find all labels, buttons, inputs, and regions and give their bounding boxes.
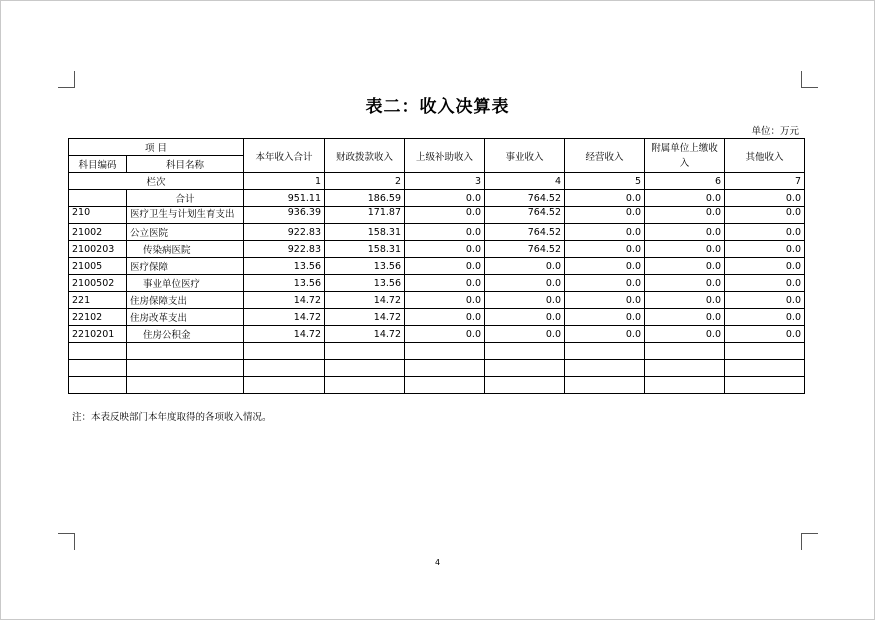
amount-cell: 158.31 — [325, 241, 405, 258]
empty-cell — [325, 377, 405, 394]
amount-cell: 158.31 — [325, 224, 405, 241]
amount-cell: 0.0 — [725, 326, 805, 343]
amount-cell: 936.39 — [244, 207, 325, 224]
amount-cell: 0.0 — [485, 292, 565, 309]
amount-cell: 0.0 — [565, 190, 645, 207]
table-row — [69, 275, 805, 292]
amount-cell: 14.72 — [325, 326, 405, 343]
amount-cell: 13.56 — [244, 258, 325, 275]
table-row — [69, 224, 805, 241]
column-number: 1 — [244, 173, 325, 190]
table-row — [69, 207, 805, 224]
empty-cell — [325, 343, 405, 360]
amount-cell: 14.72 — [325, 292, 405, 309]
amount-cell: 0.0 — [725, 207, 805, 224]
subject-name: 公立医院 — [127, 224, 244, 241]
amount-cell: 0.0 — [725, 275, 805, 292]
amount-cell: 0.0 — [565, 292, 645, 309]
subject-code: 2210201 — [69, 326, 127, 343]
amount-cell: 0.0 — [645, 326, 725, 343]
column-number-row — [69, 173, 805, 190]
header-code: 科目编码 — [69, 156, 127, 173]
header-total: 本年收入合计 — [244, 139, 325, 173]
amount-cell: 922.83 — [244, 224, 325, 241]
empty-cell — [485, 343, 565, 360]
header-item: 项 目 — [69, 139, 244, 156]
subject-code: 2100203 — [69, 241, 127, 258]
header-name: 科目名称 — [127, 156, 244, 173]
crop-mark-top-left — [58, 71, 75, 88]
amount-cell: 0.0 — [565, 326, 645, 343]
empty-cell — [69, 343, 127, 360]
subject-code: 210 — [69, 207, 127, 224]
header-fiscal: 财政拨款收入 — [325, 139, 405, 173]
column-number: 6 — [645, 173, 725, 190]
amount-cell: 764.52 — [485, 224, 565, 241]
empty-row — [69, 360, 805, 377]
document-title: 表二：收入决算表 — [365, 97, 510, 117]
subject-code: 22102 — [69, 309, 127, 326]
table-row — [69, 190, 805, 207]
amount-cell: 0.0 — [645, 309, 725, 326]
amount-cell: 0.0 — [405, 258, 485, 275]
amount-cell: 0.0 — [725, 292, 805, 309]
empty-cell — [325, 360, 405, 377]
table-row — [69, 241, 805, 258]
amount-cell: 0.0 — [645, 224, 725, 241]
amount-cell: 764.52 — [485, 241, 565, 258]
crop-mark-top-right — [801, 71, 818, 88]
unit-label: 单位：万元 — [751, 126, 799, 137]
amount-cell: 14.72 — [325, 309, 405, 326]
amount-cell: 171.87 — [325, 207, 405, 224]
empty-cell — [127, 377, 244, 394]
subject-name: 住房改革支出 — [127, 309, 244, 326]
subject-code: 221 — [69, 292, 127, 309]
amount-cell: 13.56 — [325, 275, 405, 292]
header-superior: 上级补助收入 — [405, 139, 485, 173]
amount-cell: 0.0 — [725, 224, 805, 241]
empty-cell — [244, 343, 325, 360]
empty-cell — [127, 360, 244, 377]
amount-cell: 0.0 — [725, 258, 805, 275]
amount-cell: 0.0 — [565, 224, 645, 241]
column-number: 3 — [405, 173, 485, 190]
amount-cell: 0.0 — [645, 207, 725, 224]
empty-cell — [69, 360, 127, 377]
amount-cell: 0.0 — [725, 309, 805, 326]
amount-cell: 0.0 — [645, 275, 725, 292]
amount-cell: 0.0 — [565, 241, 645, 258]
amount-cell: 14.72 — [244, 326, 325, 343]
subject-name: 传染病医院 — [127, 241, 244, 258]
empty-cell — [565, 377, 645, 394]
amount-cell: 922.83 — [244, 241, 325, 258]
subject-name: 住房公积金 — [127, 326, 244, 343]
amount-cell: 0.0 — [405, 241, 485, 258]
amount-cell: 0.0 — [725, 190, 805, 207]
empty-cell — [725, 343, 805, 360]
amount-cell: 14.72 — [244, 292, 325, 309]
empty-cell — [565, 343, 645, 360]
amount-cell: 0.0 — [565, 309, 645, 326]
header-operating: 经营收入 — [565, 139, 645, 173]
amount-cell: 0.0 — [405, 309, 485, 326]
amount-cell: 0.0 — [645, 292, 725, 309]
amount-cell: 764.52 — [485, 190, 565, 207]
amount-cell: 0.0 — [565, 275, 645, 292]
income-table — [68, 138, 805, 394]
amount-cell: 0.0 — [485, 275, 565, 292]
empty-cell — [565, 360, 645, 377]
empty-cell — [244, 377, 325, 394]
amount-cell: 0.0 — [405, 292, 485, 309]
amount-cell: 0.0 — [725, 241, 805, 258]
empty-cell — [69, 377, 127, 394]
amount-cell: 764.52 — [485, 207, 565, 224]
amount-cell: 14.72 — [244, 309, 325, 326]
amount-cell: 13.56 — [244, 275, 325, 292]
crop-mark-bottom-left — [58, 533, 75, 550]
amount-cell: 0.0 — [405, 207, 485, 224]
column-number: 5 — [565, 173, 645, 190]
empty-cell — [725, 377, 805, 394]
page-number: 4 — [434, 558, 441, 567]
empty-cell — [645, 360, 725, 377]
amount-cell: 0.0 — [405, 275, 485, 292]
amount-cell: 0.0 — [565, 207, 645, 224]
subject-code: 21002 — [69, 224, 127, 241]
header-affiliated: 附属单位上缴收入 — [645, 139, 725, 173]
subject-name: 合计 — [127, 190, 244, 207]
subject-name: 医疗保障 — [127, 258, 244, 275]
table-row — [69, 292, 805, 309]
header-business: 事业收入 — [485, 139, 565, 173]
table-row — [69, 258, 805, 275]
amount-cell: 0.0 — [485, 258, 565, 275]
amount-cell: 13.56 — [325, 258, 405, 275]
empty-cell — [244, 360, 325, 377]
crop-mark-bottom-right — [801, 533, 818, 550]
empty-cell — [645, 377, 725, 394]
empty-cell — [405, 343, 485, 360]
header-other: 其他收入 — [725, 139, 805, 173]
column-number: 4 — [485, 173, 565, 190]
amount-cell: 0.0 — [645, 258, 725, 275]
empty-cell — [405, 360, 485, 377]
empty-row — [69, 343, 805, 360]
empty-cell — [485, 377, 565, 394]
table-row — [69, 326, 805, 343]
empty-cell — [645, 343, 725, 360]
empty-cell — [127, 343, 244, 360]
table-note: 注：本表反映部门本年度取得的各项收入情况。 — [72, 412, 272, 423]
amount-cell: 0.0 — [485, 309, 565, 326]
subject-code: 21005 — [69, 258, 127, 275]
amount-cell: 0.0 — [405, 224, 485, 241]
amount-cell: 0.0 — [405, 190, 485, 207]
amount-cell: 0.0 — [645, 190, 725, 207]
empty-row — [69, 377, 805, 394]
amount-cell: 951.11 — [244, 190, 325, 207]
empty-cell — [485, 360, 565, 377]
amount-cell: 0.0 — [485, 326, 565, 343]
empty-cell — [405, 377, 485, 394]
column-number: 2 — [325, 173, 405, 190]
subject-name: 医疗卫生与计划生育支出 — [127, 207, 244, 224]
subject-name: 住房保障支出 — [127, 292, 244, 309]
amount-cell: 0.0 — [645, 241, 725, 258]
table-row — [69, 309, 805, 326]
amount-cell: 0.0 — [405, 326, 485, 343]
subject-code: 2100502 — [69, 275, 127, 292]
column-number: 7 — [725, 173, 805, 190]
amount-cell: 186.59 — [325, 190, 405, 207]
empty-cell — [725, 360, 805, 377]
subject-name: 事业单位医疗 — [127, 275, 244, 292]
subject-code — [69, 190, 127, 207]
amount-cell: 0.0 — [565, 258, 645, 275]
column-number-label: 栏次 — [69, 173, 244, 190]
